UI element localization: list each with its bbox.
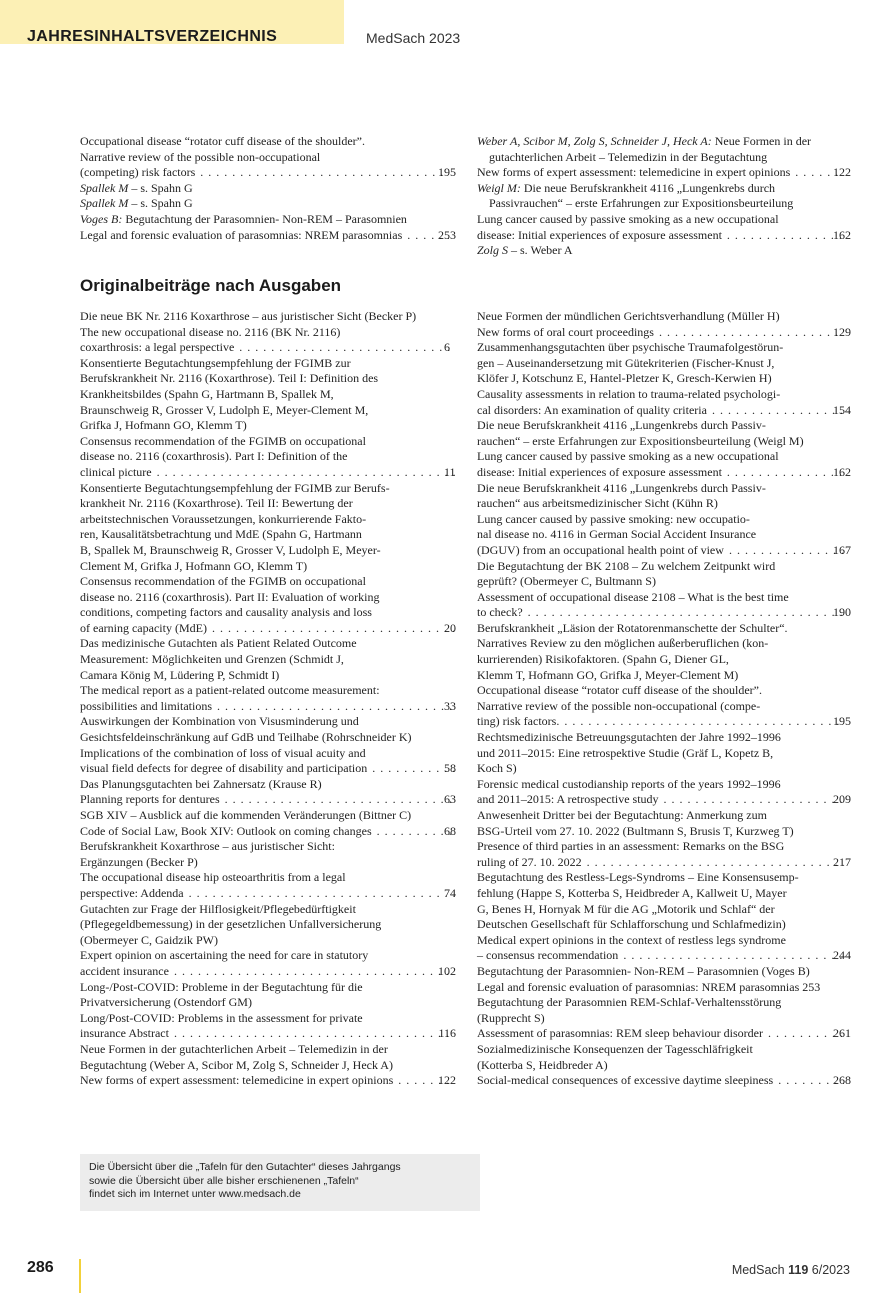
entry-last-line — [477, 324, 851, 341]
toc-entry — [477, 683, 851, 730]
entry-author: Zolg S — [477, 243, 509, 258]
entry-page-number: 209 — [833, 792, 851, 807]
entry-text: conditions, competing factors and causality analysis and loss — [80, 605, 372, 620]
toc-entry — [80, 434, 456, 481]
entry-text: Lung cancer caused by passive smoking: new occupatio- — [477, 511, 750, 526]
entry-text: rauchen“ aus arbeitsmedizinischer Sicht (Kühn R) — [477, 496, 718, 511]
entry-page-number: 129 — [833, 324, 851, 339]
entry-text: Koch S) — [477, 761, 517, 776]
entry-text: – s. Weber A — [508, 243, 573, 258]
dot-leader — [368, 761, 455, 777]
entry-text: Assessment of parasomnias: REM sleep behaviour disorder — [477, 1026, 763, 1041]
entry-text: Consensus recommendation of the FGIMB on occupational — [80, 433, 366, 448]
index-column-top-right — [477, 134, 851, 259]
entry-text: Begutachtung der Parasomnien- Non-REM – Parasomnien (Voges B) — [477, 963, 810, 978]
toc-entry — [477, 340, 851, 387]
entry-text: Causality assessments in relation to trauma-related psychologi- — [477, 386, 781, 401]
entry-text: Berufskrankheit Koxarthrose – aus juristischer Sicht: — [80, 839, 335, 854]
entry-text: (Pflegegeldbemessung) in der gesetzlichen Unfallversicherung — [80, 917, 382, 932]
entry-text: possibilities and limitations — [80, 698, 212, 713]
entry-text: – consensus recommendation — [477, 948, 619, 963]
dot-leader — [170, 964, 449, 980]
entry-text: disease no. 2116 (coxarthrosis). Part I: Definition of the — [80, 449, 348, 464]
toc-entry — [477, 1042, 851, 1073]
journal-name: MedSach — [731, 1263, 785, 1277]
entry-text: Expert opinion on ascertaining the need for care in statutory — [80, 948, 369, 963]
entry-page-number: 217 — [833, 854, 851, 869]
entry-text: krankheit Nr. 2116 (Koxarthrose). Teil II: Bewertung der — [80, 496, 353, 511]
entry-text: – s. Spahn G — [128, 180, 193, 195]
entry-text: Lung cancer caused by passive smoking as a new occupational — [477, 211, 779, 226]
entry-text: G, Benes H, Hornyak M für die AG „Motorik und Schlaf“ der — [477, 901, 775, 916]
entry-text: Measurement: Möglichkeiten und Grenzen (Schmidt J, — [80, 652, 344, 667]
entry-page-number: 244 — [833, 948, 851, 963]
entry-author: Voges B: — [80, 211, 123, 226]
entry-text: Konsentierte Begutachtungsempfehlung der FGIMB zur Berufs- — [80, 480, 390, 495]
entry-page-number: 195 — [438, 165, 456, 180]
dot-leader — [213, 699, 455, 715]
entry-page-number: 195 — [833, 714, 851, 729]
entry-text: Legal and forensic evaluation of parasomnias: NREM parasomnias — [80, 227, 403, 242]
entry-text: Social-medical consequences of excessive daytime sleepiness — [477, 1073, 774, 1088]
entry-text: Clement M, Grifka J, Hofmann GO, Klemm T) — [80, 558, 308, 573]
entry-text: Begutachtung der Parasomnien REM-Schlaf-Verhaltensstörung — [477, 995, 782, 1010]
entry-text: Narrative review of the possible non-occupational (compe- — [477, 698, 761, 713]
entry-text: nal disease no. 4116 in German Social Accident Insurance — [477, 527, 757, 542]
toc-entry — [477, 995, 851, 1026]
entry-text: Klemm T, Hofmann GO, Grifka J, Meyer-Clement M) — [477, 667, 739, 682]
entry-text: rauchen“ – erste Erfahrungen zur Expositionsbeurteilung (Weigl M) — [477, 433, 804, 448]
entry-text: Implications of the combination of loss of visual acuity and — [80, 745, 366, 760]
entry-text: gen – Auseinandersetzung mit Gütekriterien (Fischer-Knust J, — [477, 355, 775, 370]
entry-text: Long/Post-COVID: Problems in the assessment for private — [80, 1010, 363, 1025]
entry-last-line — [477, 464, 851, 481]
dot-leader — [185, 886, 455, 902]
entry-text: clinical picture — [80, 464, 152, 479]
entry-text: SGB XIV – Ausblick auf die kommenden Veränderungen (Bittner C) — [80, 808, 412, 822]
toc-entry — [477, 980, 851, 996]
entry-last-line — [80, 165, 456, 181]
toc-entry — [80, 777, 456, 793]
entry-text: disease: Initial experiences of exposure assessment — [477, 464, 722, 479]
entry-text: Anwesenheit Dritter bei der Begutachtung: Anmerkung zum — [477, 808, 767, 822]
entry-last-line — [477, 542, 851, 559]
dot-leader — [221, 792, 455, 808]
entry-last-line: visual field defects for degree of disability and participation . . . 58 — [92, 761, 456, 777]
entry-text: Die neue Berufskrankheit 4116 „Lungenkrebs durch Passiv- — [477, 418, 766, 433]
toc-entry — [80, 808, 456, 824]
toc-entry — [477, 870, 851, 932]
entry-text: Klöfer J, Kotschunz E, Hantel-Pletzer K, Gresch-Kerwien H) — [477, 371, 772, 386]
entry-page-number: 102 — [438, 963, 456, 978]
entry-last-line — [80, 227, 456, 244]
toc-entry — [477, 1073, 851, 1089]
toc-entry — [80, 792, 456, 808]
toc-entry — [477, 481, 851, 512]
entry-page-number: 162 — [833, 464, 851, 479]
page-number: 286 — [27, 1259, 54, 1276]
dot-leader — [619, 948, 844, 964]
entry-text: Die Begutachtung der BK 2108 – Zu welchem Zeitpunkt wird — [477, 558, 776, 573]
toc-entry — [477, 165, 851, 181]
toc-entry — [80, 212, 456, 228]
toc-entry — [80, 574, 456, 636]
entry-text: Die neue Berufskrankheit 4116 „Lungenkrebs durch Passiv- — [477, 480, 766, 495]
dot-leader — [723, 228, 844, 244]
entry-text: Zusammenhangsgutachten über psychische Traumafolgestörun- — [477, 340, 784, 355]
entry-page-number: 116 — [438, 1026, 456, 1041]
entry-last-line — [80, 1073, 456, 1089]
toc-entry — [80, 1073, 456, 1089]
info-line: Die Übersicht über die „Tafeln für den Gutachter“ dieses Jahrgangs — [89, 1161, 401, 1173]
toc-entry — [80, 902, 456, 949]
entry-author: Weber A, Scibor M, Zolg S, Schneider J, Heck A: — [477, 134, 712, 148]
dot-leader — [583, 855, 844, 871]
entry-text: Long-/Post-COVID: Probleme in der Begutachtung für die — [80, 979, 363, 994]
entry-last-line: perspective: Addenda . . . 74 — [92, 886, 456, 902]
toc-entry — [477, 621, 851, 683]
dot-leader — [235, 340, 455, 356]
entry-text: Code of Social Law, Book XIV: Outlook on coming changes — [80, 823, 372, 838]
entry-text: Rechtsmedizinische Betreuungsgutachten der Jahre 1992–1996 — [477, 730, 781, 745]
section-heading: Originalbeiträge nach Ausgaben — [80, 276, 342, 295]
entry-text: (Obermeyer C, Gaidzik PW) — [80, 932, 218, 947]
toc-entry — [477, 964, 851, 980]
index-column-top-left — [80, 134, 456, 243]
entry-last-line — [477, 402, 851, 419]
entry-last-line — [80, 1026, 456, 1042]
entry-text: geprüft? (Obermeyer C, Bultmann S) — [477, 574, 656, 589]
toc-entry — [477, 212, 851, 243]
entry-text: Consensus recommendation of the FGIMB on occupational — [80, 574, 366, 589]
entry-text: Krankheitsbildes (Spahn G, Hartmann B, Spallek M, — [80, 386, 334, 401]
entry-text: (Kotterba S, Heidbreder A) — [477, 1057, 608, 1072]
toc-entry — [477, 243, 851, 259]
entry-text: kurrierenden) Risikofaktoren. (Spahn G, Diener GL, — [477, 652, 729, 667]
entry-text: (DGUV) from an occupational health point of view — [477, 542, 724, 557]
entry-last-line — [477, 605, 851, 621]
entry-text: Die neue Berufskrankheit 4116 „Lungenkrebs durch Passivrauchen“ – erste Erfahrungen zur Expositionsbeurteilung — [489, 180, 794, 211]
toc-entry — [477, 808, 851, 839]
entry-text: Begutachtung der Parasomnien- Non-REM – Parasomnien — [122, 211, 407, 226]
entry-last-line — [477, 714, 851, 730]
toc-entry — [80, 980, 456, 1011]
entry-text: New forms of expert assessment: telemedicine in expert opinions — [80, 1073, 394, 1088]
entry-text: Deutschen Gesellschaft für Schlafforschung und Schlafmedizin) — [477, 917, 786, 932]
entry-last-line — [477, 1026, 851, 1042]
toc-entry — [80, 134, 456, 181]
dot-leader — [560, 714, 844, 730]
info-box-text — [89, 1161, 401, 1202]
entry-text: Das medizinische Gutachten als Patient Related Outcome — [80, 636, 357, 651]
entry-page-number: 122 — [438, 1073, 456, 1088]
toc-entry — [477, 449, 851, 480]
toc-entry — [477, 777, 851, 808]
entry-text: ruling of 27. 10. 2022 — [477, 854, 582, 869]
entry-text: Berufskrankheit „Läsion der Rotatorenmanschette der Schulter“. — [477, 620, 788, 635]
toc-column-right — [477, 309, 851, 1089]
toc-entry — [80, 181, 456, 197]
entry-text: coxarthrosis: a legal perspective — [80, 340, 235, 355]
entry-page-number: 268 — [833, 1073, 851, 1088]
entry-text: The medical report as a patient-related outcome measurement: — [80, 683, 380, 698]
entry-page-number: 261 — [833, 1026, 851, 1041]
toc-entry — [80, 839, 456, 870]
entry-text: disease no. 2116 (coxarthrosis). Part II: Evaluation of working — [80, 589, 380, 604]
entry-text: Berufskrankheit Nr. 2116 (Koxarthrose). Teil I: Definition des — [80, 371, 379, 386]
info-line: sowie die Übersicht über alle bisher erschienenen „Tafeln“ — [89, 1174, 359, 1187]
entry-text: Das Planungsgutachten bei Zahnersatz (Krause R) — [80, 776, 322, 791]
entry-page-number: 167 — [833, 542, 851, 557]
dot-leader — [208, 621, 455, 637]
entry-text: (Rupprecht S) — [477, 1010, 545, 1025]
dot-leader — [723, 465, 844, 481]
entry-text: The occupational disease hip osteoarthritis from a legal — [80, 870, 346, 885]
entry-text: of earning capacity (MdE) — [80, 620, 207, 635]
entry-text: Narratives Review zu den möglichen außerberuflichen (kon- — [477, 636, 769, 651]
entry-text: Medical expert opinions in the context of restless legs syndrome — [477, 932, 786, 947]
entry-text: Lung cancer caused by passive smoking as a new occupational — [477, 449, 779, 464]
footer-divider — [79, 1259, 81, 1293]
entry-text: Neue Formen der mündlichen Gerichtsverhandlung (Müller H) — [477, 309, 780, 323]
entry-last-line — [477, 227, 851, 244]
entry-text: Neue Formen in der gutachterlichen Arbeit – Telemedizin in der — [80, 1041, 388, 1056]
entry-text: ting) risk factors. — [477, 714, 560, 729]
entry-text: cal disorders: An examination of quality criteria — [477, 402, 707, 417]
header-publication: MedSach 2023 — [366, 30, 461, 46]
entry-text: Auswirkungen der Kombination von Visusminderung und — [80, 714, 359, 729]
toc-entry — [80, 948, 456, 979]
entry-text: accident insurance — [80, 963, 169, 978]
entry-last-line — [477, 1073, 851, 1089]
entry-text: Legal and forensic evaluation of parasomnias: NREM parasomnias 253 — [477, 979, 821, 994]
toc-entry — [477, 181, 851, 212]
entry-text: Narrative review of the possible non-occupational — [80, 149, 321, 164]
entry-text: disease: Initial experiences of exposure assessment — [477, 227, 722, 242]
entry-text: Die neue BK Nr. 2116 Koxarthrose – aus juristischer Sicht (Becker P) — [80, 309, 417, 323]
toc-entry — [477, 325, 851, 341]
entry-last-line — [477, 165, 851, 181]
entry-text: Grifka J, Hofmann GO, Klemm T) — [80, 418, 247, 433]
entry-author: Spallek M — [80, 196, 129, 211]
entry-text: Presence of third parties in an assessment: Remarks on the BSG — [477, 839, 785, 854]
entry-text: arbeitstechnischen Voraussetzungen, konkurrierende Fakto- — [80, 511, 367, 526]
toc-entry — [477, 559, 851, 590]
toc-entry — [80, 1011, 456, 1042]
entry-text: Begutachtung (Weber A, Scibor M, Zolg S, Schneider J, Heck A) — [80, 1057, 393, 1072]
entry-text: Ergänzungen (Becker P) — [80, 854, 198, 869]
dot-leader — [660, 792, 844, 808]
entry-text: Occupational disease “rotator cuff disease of the shoulder”. — [477, 683, 762, 698]
entry-author: Spallek M — [80, 180, 129, 195]
entry-page-number: 190 — [833, 605, 851, 620]
toc-entry — [80, 746, 456, 777]
entry-text: Begutachtung des Restless-Legs-Syndroms – Eine Konsensusemp- — [477, 870, 799, 885]
entry-text: und 2011–2015: Eine retrospektive Studie (Gräf L, Kopetz B, — [477, 745, 774, 760]
toc-entry — [80, 228, 456, 244]
entry-text: The new occupational disease no. 2116 (BK Nr. 2116) — [80, 324, 341, 339]
entry-last-line: coxarthrosis: a legal perspective . . . 6 — [92, 340, 456, 356]
entry-page-number: 253 — [438, 227, 456, 242]
entry-last-line: Code of Social Law, Book XIV: Outlook on coming changes . . . 68 — [92, 824, 456, 840]
entry-text: B, Spallek M, Braunschweig R, Grosser V, Ludolph E, Meyer- — [80, 542, 381, 557]
entry-text: perspective: Addenda — [80, 885, 184, 900]
entry-text: (competing) risk factors — [80, 165, 196, 180]
entry-text: Sozialmedizinische Konsequenzen der Tagesschläfrigkeit — [477, 1041, 753, 1056]
entry-last-line: of earning capacity (MdE) . . . 20 — [92, 621, 456, 637]
dot-leader — [373, 824, 455, 840]
entry-text: fehlung (Happe S, Kotterba S, Heidbreder A, Kallweit U, Mayer — [477, 885, 787, 900]
dot-leader — [655, 325, 844, 341]
entry-text: Neue Formen in der gutachterlichen Arbeit – Telemedizin in der Begutachtung — [489, 134, 812, 164]
toc-entry — [80, 196, 456, 212]
entry-text: insurance Abstract — [80, 1026, 169, 1041]
dot-leader — [524, 605, 844, 621]
entry-last-line — [477, 792, 851, 808]
toc-entry — [80, 824, 456, 840]
toc-entry — [477, 1026, 851, 1042]
toc-entry — [477, 387, 851, 418]
journal-volume: 119 — [788, 1263, 809, 1277]
footer-journal-info — [732, 1263, 850, 1277]
dot-leader — [725, 543, 844, 559]
entry-page-number: 154 — [833, 402, 851, 417]
toc-column-left — [80, 309, 456, 1089]
entry-text: Assessment of occupational disease 2108 – What is the best time — [477, 589, 789, 604]
toc-entry — [80, 683, 456, 714]
toc-entry — [477, 134, 851, 165]
entry-text: ren, Kausalitätsbetrachtung und MdE (Spahn G, Hartmann — [80, 527, 362, 542]
toc-entry — [477, 730, 851, 777]
entry-last-line — [80, 963, 456, 980]
entry-text: visual field defects for degree of disability and participation — [80, 761, 368, 776]
entry-page-number: 122 — [833, 165, 851, 180]
entry-author: Weigl M: — [477, 180, 521, 195]
toc-entry — [80, 714, 456, 745]
toc-entry — [477, 590, 851, 621]
toc-entry — [477, 839, 851, 870]
entry-last-line — [477, 948, 851, 964]
entry-text: New forms of expert assessment: telemedicine in expert opinions — [477, 165, 791, 180]
entry-text: Forensic medical custodianship reports of the years 1992–1996 — [477, 776, 781, 791]
entry-text: – s. Spahn G — [128, 196, 193, 211]
dot-leader — [708, 403, 844, 419]
toc-entry — [477, 933, 851, 964]
toc-entry — [80, 325, 456, 356]
entry-last-line — [477, 854, 851, 871]
entry-page-number: 162 — [833, 227, 851, 242]
toc-entry — [80, 356, 456, 434]
entry-last-line: clinical picture . . . 11 — [92, 465, 456, 481]
entry-text: to check? — [477, 605, 523, 620]
entry-text: Gutachten zur Frage der Hilflosigkeit/Pflegebedürftigkeit — [80, 901, 356, 916]
dot-leader — [196, 165, 449, 181]
entry-text: Privatversicherung (Ostendorf GM) — [80, 995, 252, 1010]
entry-text: Camara König M, Lüdering P, Schmidt I) — [80, 667, 280, 682]
entry-text: Konsentierte Begutachtungsempfehlung der FGIMB zur — [80, 355, 351, 370]
entry-text: Braunschweig R, Grosser V, Ludolph E, Meyer-Clement M, — [80, 402, 369, 417]
entry-last-line: Planning reports for dentures . . . 63 — [92, 792, 456, 808]
entry-text: Gesichtsfeldeinschränkung auf GdB und Teilhabe (Rohrschneider K) — [80, 730, 412, 745]
toc-entry — [477, 418, 851, 449]
toc-entry — [80, 870, 456, 901]
toc-entry — [80, 1042, 456, 1073]
info-line: findet sich im Internet unter www.medsach.de — [89, 1188, 301, 1200]
journal-issue: 6/2023 — [811, 1263, 850, 1277]
entry-text: Occupational disease “rotator cuff disease of the shoulder”. — [80, 134, 365, 148]
entry-text: and 2011–2015: A retrospective study — [477, 792, 659, 807]
toc-entry — [80, 481, 456, 575]
toc-entry — [80, 636, 456, 683]
entry-last-line: possibilities and limitations . . . 33 — [92, 699, 456, 715]
dot-leader — [170, 1026, 449, 1042]
dot-leader — [153, 465, 455, 481]
entry-text: BSG-Urteil vom 27. 10. 2022 (Bultmann S, Brusis T, Kurzweg T) — [477, 823, 794, 838]
entry-text: New forms of oral court proceedings — [477, 324, 654, 339]
toc-entry — [80, 309, 456, 325]
entry-text: Planning reports for dentures — [80, 792, 220, 807]
toc-entry — [477, 512, 851, 559]
page-header-title: JAHRESINHALTSVERZEICHNIS — [27, 28, 278, 45]
toc-entry — [477, 309, 851, 325]
dot-leader — [764, 1026, 844, 1042]
